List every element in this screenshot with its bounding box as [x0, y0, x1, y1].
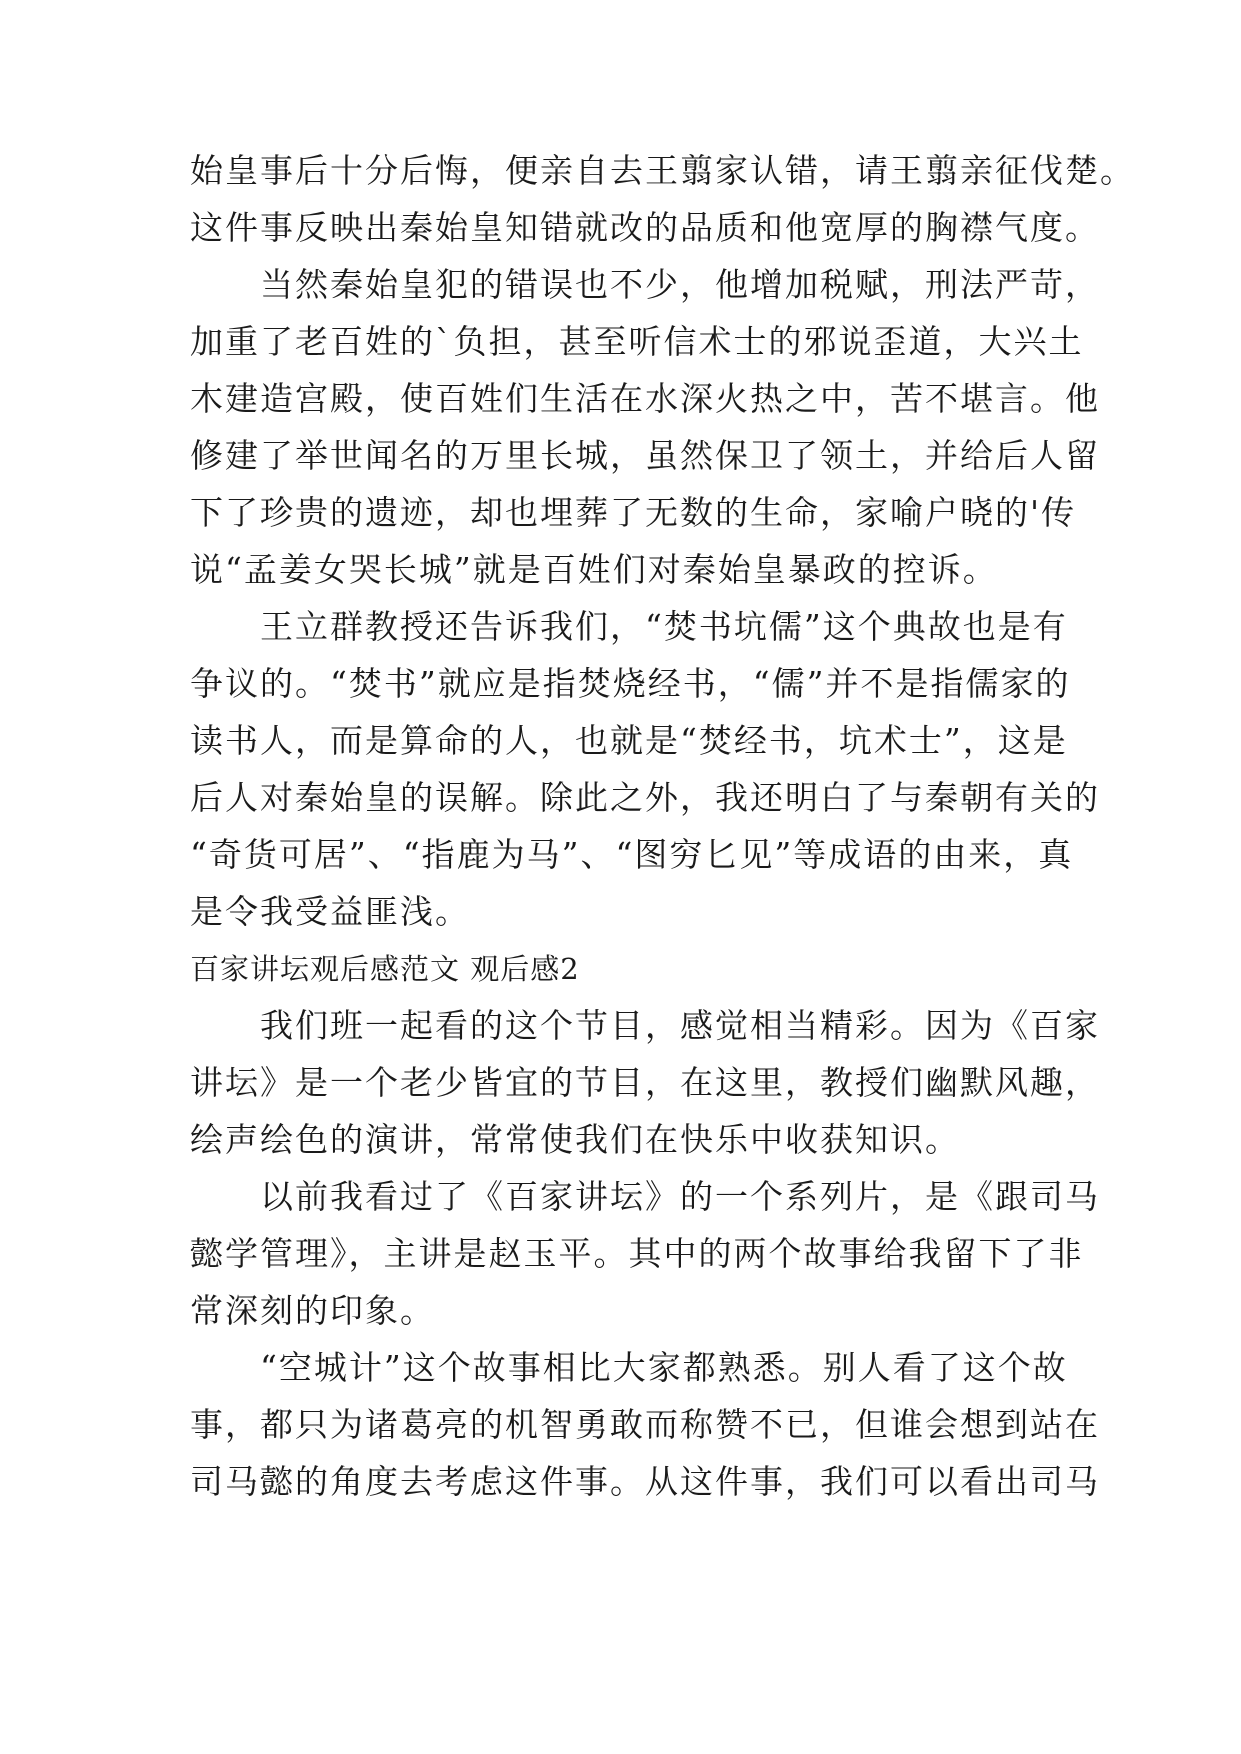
text-line: 加重了老百姓的`负担，甚至听信术士的邪说歪道，大兴土 [190, 322, 1084, 361]
text-line: 修建了举世闻名的万里长城，虽然保卫了领土，并给后人留 [190, 436, 1100, 475]
text-line: 司马懿的角度去考虑这件事。从这件事，我们可以看出司马 [190, 1462, 1100, 1501]
text-line: “空城计”这个故事相比大家都熟悉。别人看了这个故 [190, 1348, 1068, 1387]
text-line: 说“孟姜女哭长城”就是百姓们对秦始皇暴政的控诉。 [190, 550, 998, 589]
section-heading: 百家讲坛观后感范文 观后感2 [190, 952, 580, 986]
text-line: 我们班一起看的这个节目，感觉相当精彩。因为《百家 [190, 1006, 1100, 1045]
text-line: 事，都只为诸葛亮的机智勇敢而称赞不已，但谁会想到站在 [190, 1405, 1100, 1444]
text-line: 争议的。“焚书”就应是指焚烧经书，“儒”并不是指儒家的 [190, 664, 1071, 703]
text-line: 木建造宫殿，使百姓们生活在水深火热之中，苦不堪言。他 [190, 379, 1100, 418]
text-line: 这件事反映出秦始皇知错就改的品质和他宽厚的胸襟气度。 [190, 208, 1100, 247]
text-line: 绘声绘色的演讲，常常使我们在快乐中收获知识。 [190, 1120, 960, 1159]
text-line: “奇货可居”、“指鹿为马”、“图穷匕见”等成语的由来，真 [190, 835, 1074, 874]
text-line: 后人对秦始皇的误解。除此之外，我还明白了与秦朝有关的 [190, 778, 1100, 817]
text-line: 常深刻的印象。 [190, 1291, 435, 1330]
text-line: 读书人，而是算命的人，也就是“焚经书，坑术士”，这是 [190, 721, 1068, 760]
text-line: 始皇事后十分后悔，便亲自去王翦家认错，请王翦亲征伐楚。 [190, 151, 1135, 190]
text-line: 当然秦始皇犯的错误也不少，他增加税赋，刑法严苛， [190, 265, 1100, 304]
text-line: 王立群教授还告诉我们，“焚书坑儒”这个典故也是有 [190, 607, 1068, 646]
text-line: 讲坛》是一个老少皆宜的节目，在这里，教授们幽默风趣， [190, 1063, 1100, 1102]
text-line: 是令我受益匪浅。 [190, 892, 470, 931]
text-line: 懿学管理》，主讲是赵玉平。其中的两个故事给我留下了非 [190, 1234, 1084, 1273]
text-line: 下了珍贵的遗迹，却也埋葬了无数的生命，家喻户晓的'传 [190, 493, 1077, 532]
text-line: 以前我看过了《百家讲坛》的一个系列片，是《跟司马 [190, 1177, 1100, 1216]
